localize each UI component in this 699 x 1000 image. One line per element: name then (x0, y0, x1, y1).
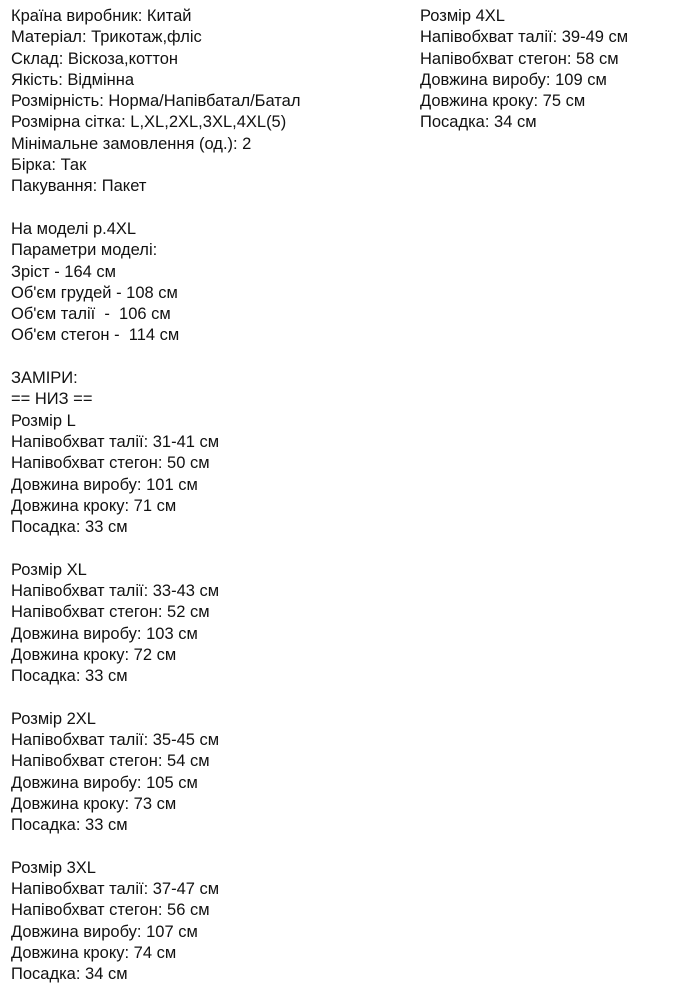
half-waist-line: Напівобхват талії: 39-49 см (420, 28, 629, 47)
inseam-line: Довжина кроку: 74 см (11, 944, 177, 963)
sizing-type-line: Розмірність: Норма/Напівбатал/Батал (11, 92, 301, 111)
tag-line: Бірка: Так (11, 156, 87, 175)
model-hips-line: Об'єм стегон - 114 см (11, 326, 180, 345)
half-waist-line: Напівобхват талії: 37-47 см (11, 880, 220, 899)
spacer (11, 837, 300, 858)
half-hips-line: Напівобхват стегон: 56 см (11, 901, 210, 920)
model-chest-line: Об'єм грудей - 108 см (11, 283, 178, 302)
half-waist-line: Напівобхват талії: 33-43 см (11, 582, 220, 601)
model-waist-line: Об'єм талії - 106 см (11, 305, 171, 324)
length-line: Довжина виробу: 107 см (11, 922, 198, 941)
size-grid-line: Розмірна сітка: L,XL,2XL,3XL,4XL(5) (11, 113, 287, 132)
half-waist-line: Напівобхват талії: 35-45 см (11, 731, 220, 750)
size-title: Розмір 4XL (420, 7, 505, 25)
rise-line: Посадка: 33 см (11, 518, 128, 537)
quality-line: Якість: Відмінна (11, 70, 135, 89)
size-block-4xl (420, 6, 628, 134)
rise-line: Посадка: 33 см (11, 816, 128, 835)
half-hips-line: Напівобхват стегон: 50 см (11, 454, 210, 473)
size-title: Розмір L (11, 411, 76, 430)
size-title: Розмір 3XL (11, 858, 96, 877)
composition-line: Склад: Віскоза,коттон (11, 49, 178, 68)
rise-line: Посадка: 34 см (420, 113, 537, 132)
length-line: Довжина виробу: 109 см (420, 70, 607, 89)
measurements-header (11, 368, 300, 411)
spacer (11, 538, 300, 559)
length-line: Довжина виробу: 101 см (11, 475, 198, 494)
model-info (11, 219, 300, 347)
min-order-line: Мінімальне замовлення (од.): 2 (11, 134, 252, 153)
measurements-title: ЗАМІРИ: (11, 369, 78, 388)
model-params-title: Параметри моделі: (11, 241, 158, 260)
left-column (11, 6, 300, 986)
spacer (11, 688, 300, 709)
rise-line: Посадка: 33 см (11, 667, 128, 686)
general-info (11, 6, 300, 198)
half-hips-line: Напівобхват стегон: 58 см (420, 49, 619, 68)
inseam-line: Довжина кроку: 71 см (11, 496, 177, 515)
model-height-line: Зріст - 164 см (11, 262, 116, 281)
size-block-l (11, 411, 300, 539)
size-block-2xl (11, 709, 300, 837)
spacer (11, 347, 300, 368)
model-size-line: На моделі р.4XL (11, 219, 137, 238)
inseam-line: Довжина кроку: 75 см (420, 92, 586, 111)
half-waist-line: Напівобхват талії: 31-41 см (11, 432, 220, 451)
inseam-line: Довжина кроку: 73 см (11, 794, 177, 813)
length-line: Довжина виробу: 105 см (11, 773, 198, 792)
half-hips-line: Напівобхват стегон: 52 см (11, 603, 210, 622)
size-title: Розмір XL (11, 560, 87, 579)
packaging-line: Пакування: Пакет (11, 177, 147, 196)
rise-line: Посадка: 34 см (11, 965, 128, 984)
material-line: Матеріал: Трикотаж,фліс (11, 28, 202, 47)
half-hips-line: Напівобхват стегон: 54 см (11, 752, 210, 771)
size-title: Розмір 2XL (11, 709, 96, 728)
length-line: Довжина виробу: 103 см (11, 624, 198, 643)
size-block-xl (11, 560, 300, 688)
bottom-section-title: == НИЗ == (11, 390, 93, 409)
spacer (11, 198, 300, 219)
country-line: Країна виробник: Китай (11, 7, 192, 25)
size-block-3xl (11, 858, 300, 986)
right-column (420, 6, 628, 134)
inseam-line: Довжина кроку: 72 см (11, 645, 177, 664)
